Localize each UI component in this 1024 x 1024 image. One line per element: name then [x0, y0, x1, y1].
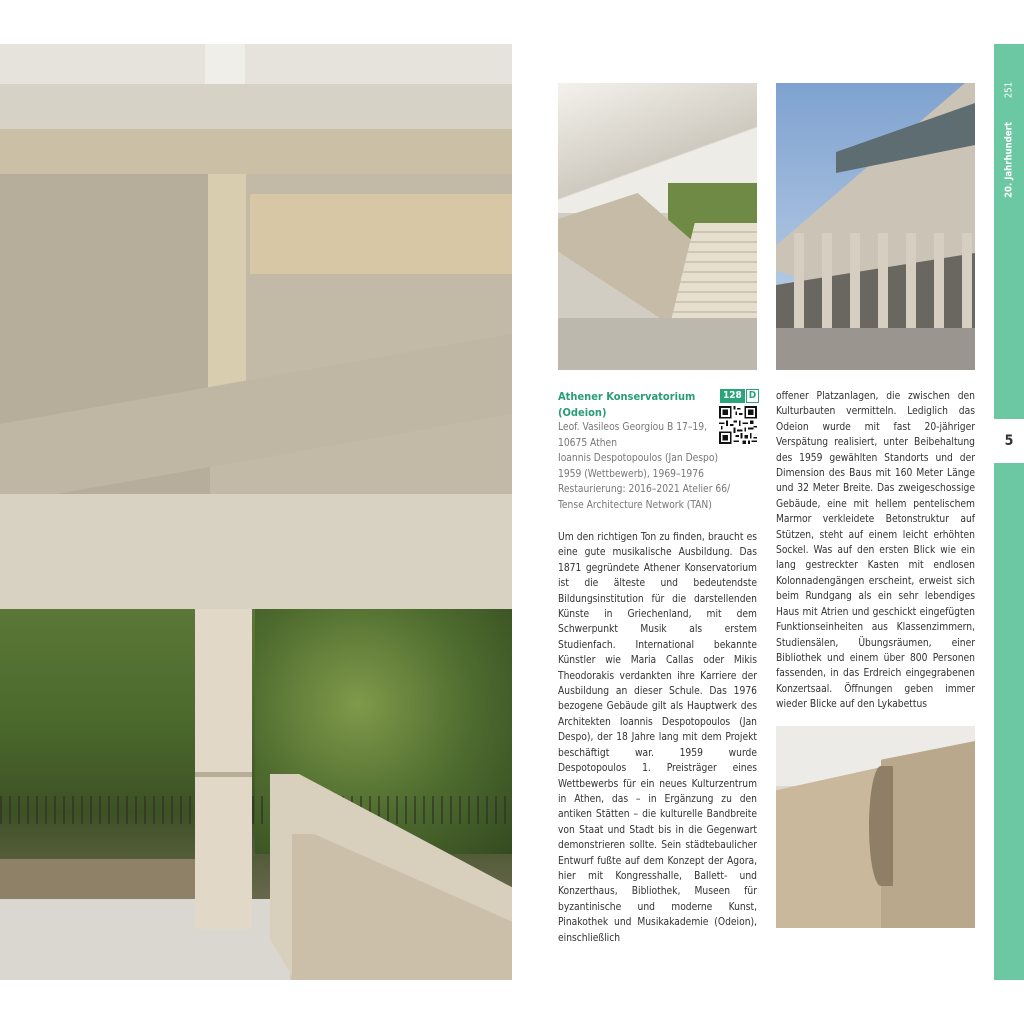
restoration-line-1: Restaurierung: 2016–2021 Atelier 66/ — [558, 484, 731, 495]
architect-line: Ioannis Despotopoulos (Jan Despo) — [558, 453, 719, 464]
body-paragraph-left: Um den richtigen Ton zu finden, braucht es eine gute musikalische Ausbildung. Das 1871 gegründete Athener Konservatorium ist die älteste und bedeutendste Bildungsinstitution für die darstellenden Künste in Griechenland, mit dem Schwerpunkt Musik als erstem Studienfach. International bekannte Künstler wie Maria Callas oder Mikis Theodorakis verdankten ihre Karriere der Ausbildung an dieser Schule. Das 1976 bezogene Gebäude gilt als Hauptwerk des Architekten Ioannis Despotopoulos (Jan Despo), der 18 Jahre lang mit dem Projekt beschäftigt war. 1959 wurde Despotopoulos 1. Preisträger eines Wettbewerbs für ein neues Kulturzentrum in Athen, das – in Ergänzung zu den antiken Stätten – die kulturelle Bandbreite von Staat und Stadt bis in die Gegenwart demonstrieren sollte. Sein städtebaulicher Entwurf fußte auf dem Konzept der Agora, hier mit Kongresshalle, Ballett- und Konzerthaus, Bibliothek, Museen für byzantinische und moderne Kunst, Pinakothek und Musikakademie (Odeion), einschließlich — [558, 532, 757, 944]
address-line-2: 10675 Athen — [558, 437, 618, 449]
restoration-line-2: Tense Architecture Network (TAN) — [558, 499, 712, 511]
body-text-left-column — [558, 530, 757, 946]
chapter-label: 20. Jahrhundert — [1003, 122, 1015, 198]
odeion-interior-stair-photo — [558, 83, 757, 370]
entry-title — [558, 389, 708, 420]
body-paragraph-right: offener Platzanlagen, die zwischen den Kulturbauten vermitteln. Lediglich das Odeion wurde mit fast 20-jähriger Verspätung realisiert, unter Beibehaltung des 1959 gewählten Standorts und der Dimension des Baus mit 160 Meter Länge und 32 Meter Breite. Das zweigeschossige Gebäude, eine mit hellem pentelischem Marmor verkleidete Betonstruktur auf Stützen, steht auf einem leicht erhöhten Sockel. Was auf den ersten Blick wie ein lang gestreckter Kasten mit endlosen Kolonnadengängen erscheint, erweist sich beim Rundgang als ein sehr lebendiges Haus mit Atrien und geschickt eingefügten Funktionseinheiten aus Klassenzimmern, Studiensälen, Übungsräumen, einer Bibliothek und einem über 800 Personen fassenden, in das Erdreich eingegrabenen Konzertsaal. Öffnungen geben immer wieder Blicke auf den Lykabettus — [776, 391, 975, 711]
odeion-underside-staircase-photo — [0, 44, 512, 980]
section-number[interactable]: 5 — [1004, 433, 1014, 449]
page-number: 251 — [1003, 81, 1015, 99]
body-text-right-column — [776, 389, 975, 713]
map-reference-badge — [720, 389, 759, 403]
address-line-1: Leof. Vasileos Georgiou B 17–19, — [558, 422, 708, 433]
qr-code-icon[interactable] — [719, 406, 757, 444]
badge-letter: D — [746, 389, 759, 403]
entry-title-line-1: Athener Konservatorium — [558, 390, 696, 403]
entry-title-line-2: (Odeion) — [558, 405, 607, 419]
badge-number: 128 — [720, 389, 745, 403]
date-line: 1959 (Wettbewerb), 1969–1976 — [558, 468, 704, 480]
marble-balustrade-detail-photo — [776, 726, 975, 928]
odeion-facade-colonnade-photo — [776, 83, 975, 370]
